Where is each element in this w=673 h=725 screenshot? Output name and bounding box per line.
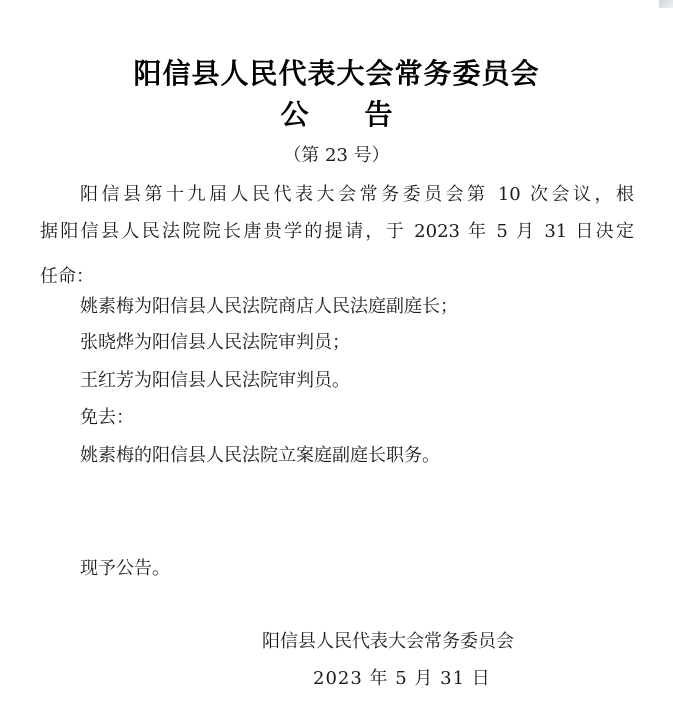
corner-decoration xyxy=(659,0,673,8)
closing-statement: 现予公告。 xyxy=(80,558,170,579)
appointment-item: 张晓烨为阳信县人民法院审判员； xyxy=(80,332,350,353)
issue-date: 2023 年 5 月 31 日 xyxy=(313,668,491,689)
intro-line-3: 任命： xyxy=(40,266,94,287)
removal-heading: 免去： xyxy=(80,407,134,428)
document-title: 阳信县人民代表大会常务委员会 xyxy=(133,57,540,90)
intro-line-1: 阳信县第十九届人民代表大会常务委员会第 10 次会议，根 xyxy=(80,184,634,205)
issuer-signature: 阳信县人民代表大会常务委员会 xyxy=(262,631,514,652)
document-number: （第 23 号） xyxy=(283,145,390,166)
appointment-item: 姚素梅为阳信县人民法院商店人民法庭副庭长； xyxy=(80,296,458,317)
removal-item: 姚素梅的阳信县人民法院立案庭副庭长职务。 xyxy=(80,445,440,466)
document-subtitle xyxy=(0,93,673,133)
intro-line-2: 据阳信县人民法院院长唐贵学的提请，于 2023 年 5 月 31 日决定 xyxy=(40,221,634,242)
subtitle-right-char: 告 xyxy=(364,98,393,131)
intro-paragraph xyxy=(40,176,640,250)
subtitle-left-char: 公 xyxy=(280,98,309,131)
appointment-item: 王红芳为阳信县人民法院审判员。 xyxy=(80,370,350,391)
